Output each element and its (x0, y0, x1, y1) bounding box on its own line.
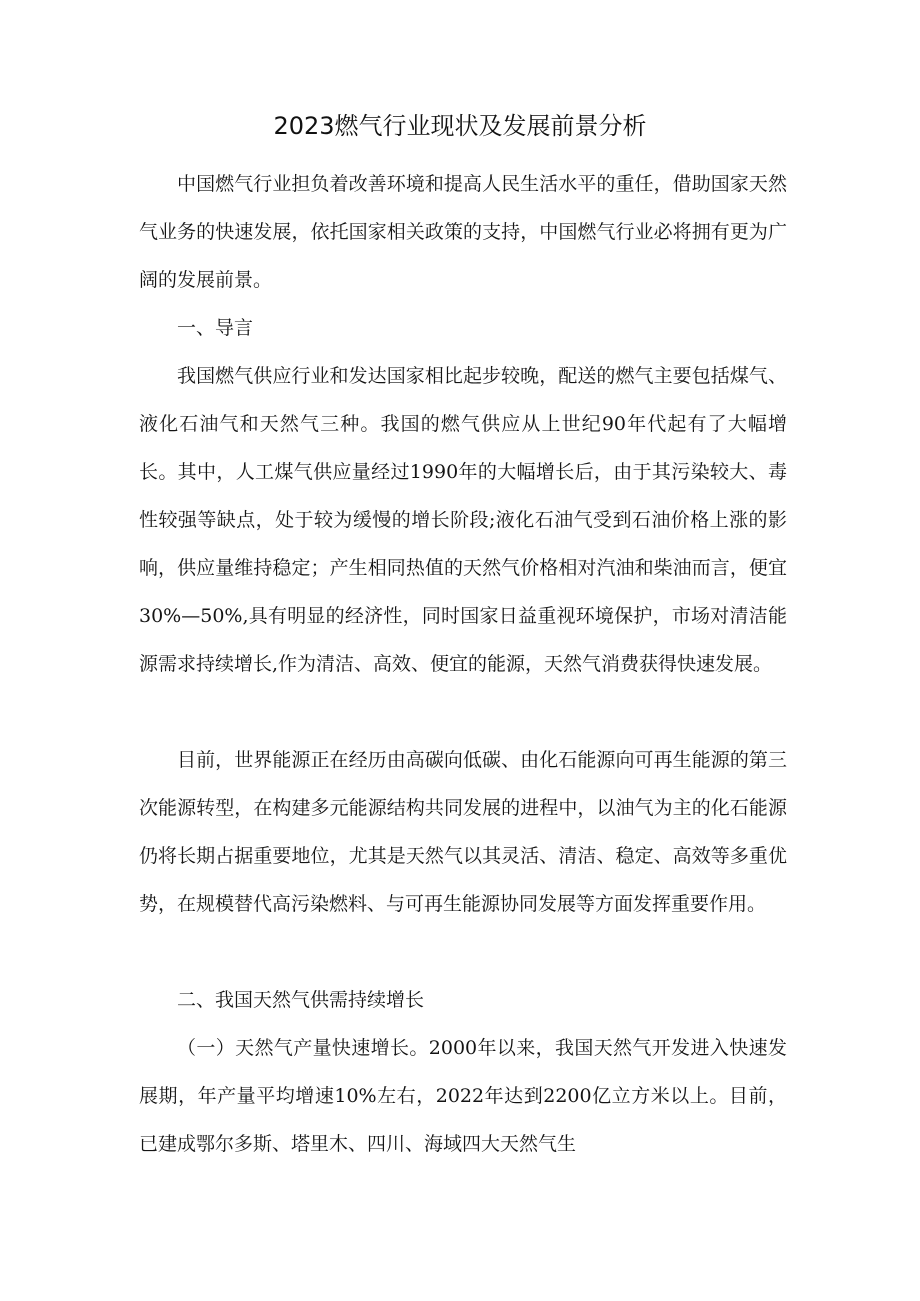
section-heading-introduction: 一、导言 (177, 317, 254, 339)
intro-paragraph: 中国燃气行业担负着改善环境和提高人民生活水平的重任，借助国家天然气业务的快速发展，依托国家相关政策的支持，中国燃气行业必将拥有更为广阔的发展前景。 (139, 173, 787, 291)
production-growth-paragraph: （一）天然气产量快速增长。2000年以来，我国天然气开发进入快速发展期，年产量平均增速10%左右，2022年达到2200亿立方米以上。目前，已建成鄂尔多斯、塔里木、四川、海域四大天然气生 (139, 1037, 787, 1155)
section-heading-supply-demand: 二、我国天然气供需持续增长 (177, 989, 425, 1011)
intro-paragraph-block (139, 160, 787, 304)
document-title: 2023燃气行业现状及发展前景分析 (273, 112, 647, 140)
energy-transition-paragraph: 目前，世界能源正在经历由高碳向低碳、由化石能源向可再生能源的第三次能源转型，在构建多元能源结构共同发展的进程中，以油气为主的化石能源仍将长期占据重要地位，尤其是天然气以其灵活、清洁、稳定、高效等多重优势，在规模替代高污染燃料、与可再生能源协同发展等方面发挥重要作用。 (139, 749, 787, 915)
energy-transition-paragraph-block (139, 736, 787, 928)
production-paragraph-block (139, 1024, 787, 1168)
section-1-heading-block (139, 304, 787, 352)
gas-supply-paragraph: 我国燃气供应行业和发达国家相比起步较晚，配送的燃气主要包括煤气、液化石油气和天然气三种。我国的燃气供应从上世纪90年代起有了大幅增长。其中，人工煤气供应量经过1990年的大幅增长后，由于其污染较大、毒性较强等缺点，处于较为缓慢的增长阶段;液化石油气受到石油价格上涨的影响，供应量维持稳定；产生相同热值的天然气价格相对汽油和柴油而言，便宜30%—50%,具有明显的经济性，同时国家日益重视环境保护，市场对清洁能源需求持续增长,作为清洁、高效、便宜的能源，天然气消费获得快速发展。 (139, 365, 787, 675)
gas-supply-paragraph-block (139, 352, 787, 688)
section-2-heading-block (139, 976, 787, 1024)
